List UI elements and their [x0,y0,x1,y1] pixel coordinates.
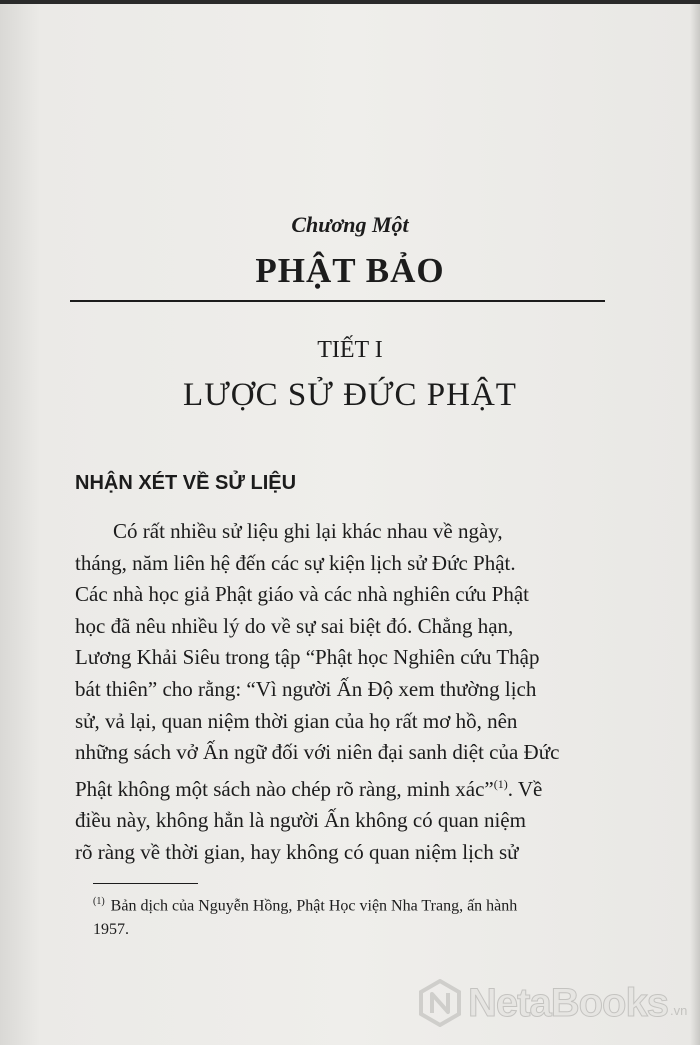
paragraph-line: điều này, không hẳn là người Ấn không có quan niệm [75,808,526,833]
paragraph-line: học đã nêu nhiều lý do về sự sai biệt đó. Chẳng hạn, [75,613,514,638]
netabooks-logo-icon [418,979,462,1027]
paragraph-line: Các nhà học giả Phật giáo và các nhà nghiên cứu Phật [75,582,529,607]
subsection-heading: NHẬN XÉT VỀ SỬ LIỆU [75,472,297,494]
paragraph-line: những sách vở Ấn ngữ đối với niên đại sanh diệt của Đức [75,740,560,765]
footnote-text-line1: Bản dịch của Nguyễn Hồng, Phật Học viện Nha Trang, ấn hành [110,897,518,915]
body-paragraph [75,516,605,869]
paragraph-line-tail: . Về [507,776,543,801]
footnote-text-line2: 1957. [93,921,129,939]
title-rule [70,300,605,302]
footnote-rule [93,883,198,884]
watermark [418,976,687,1030]
chapter-title: PHẬT BẢO [255,251,445,290]
paragraph-line: rõ ràng về thời gian, hay không có quan niệm lịch sử [75,839,519,864]
section-label: TIẾT I [317,337,383,363]
footnote-marker: (1) [93,896,105,907]
watermark-suffix: .vn [669,1002,688,1018]
paragraph-line-with-footnote [75,769,605,806]
paragraph-line-text: Phật không một sách nào chép rõ ràng, minh xác” [75,776,494,801]
chapter-label: Chương Một [291,212,409,237]
page-top-edge [0,0,700,4]
section-title: LƯỢC SỬ ĐỨC PHẬT [183,377,517,413]
paragraph-line: Có rất nhiều sử liệu ghi lại khác nhau về ngày, [113,519,503,543]
paragraph-line: Lương Khải Siêu trong tập “Phật học Nghiên cứu Thập [75,645,540,670]
paragraph-line: sử, vả lại, quan niệm thời gian của họ rất mơ hồ, nên [75,708,518,733]
watermark-text: NetaBooks [468,980,668,1025]
footnote-reference[interactable]: (1) [493,776,508,791]
paragraph-line: tháng, năm liên hệ đến các sự kiện lịch sử Đức Phật. [75,550,516,575]
paragraph-line: bát thiên” cho rằng: “Vì người Ấn Độ xem thường lịch [75,676,537,701]
footnote [93,890,613,942]
